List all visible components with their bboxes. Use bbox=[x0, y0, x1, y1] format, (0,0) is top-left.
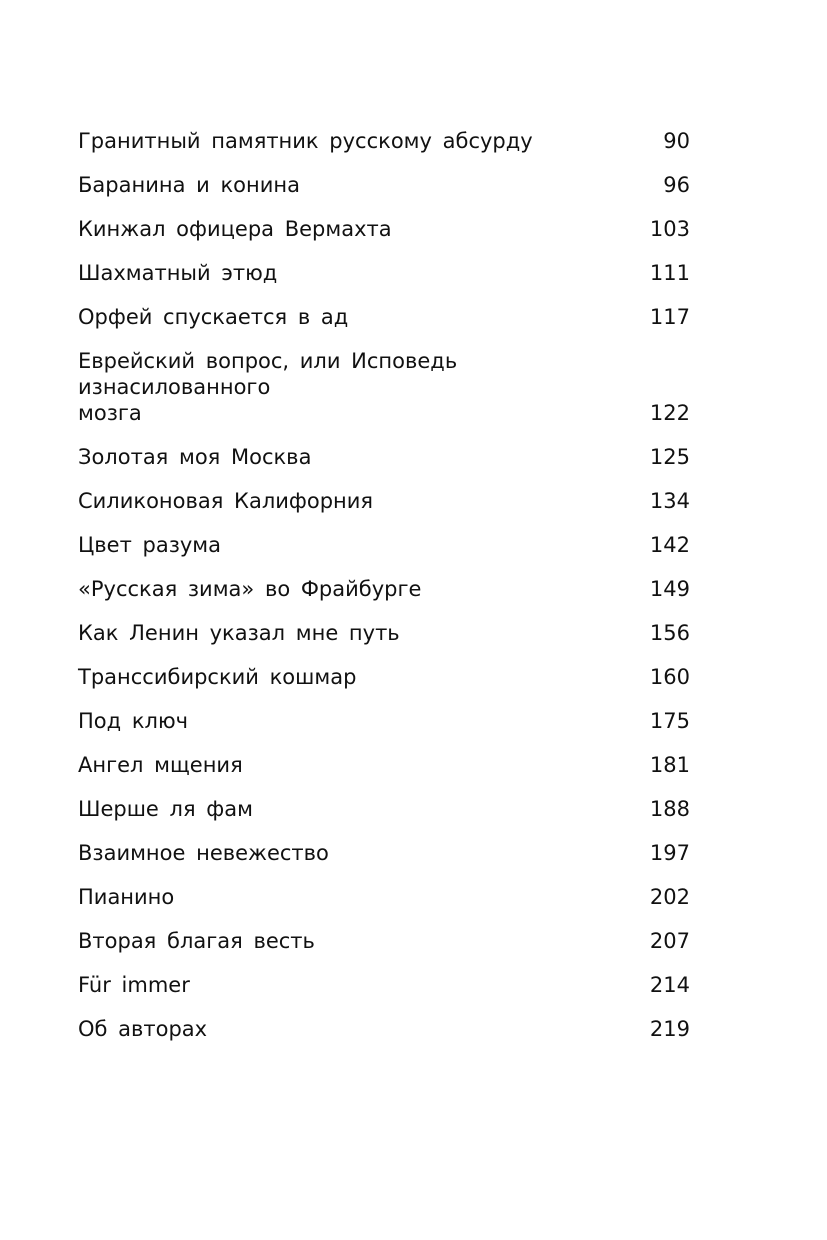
toc-entry-page-number: 90 bbox=[663, 129, 690, 153]
toc-entry[interactable] bbox=[78, 708, 690, 734]
toc-entry-title: Шахматный этюд bbox=[78, 261, 278, 285]
toc-entry[interactable] bbox=[78, 1016, 690, 1042]
toc-entry-title: Вторая благая весть bbox=[78, 929, 315, 953]
toc-entry-title: Für immer bbox=[78, 973, 190, 997]
toc-entry[interactable] bbox=[78, 576, 690, 602]
toc-entry[interactable] bbox=[78, 348, 690, 426]
toc-entry-title: Силиконовая Калифорния bbox=[78, 489, 374, 513]
toc-entry-page-number: 103 bbox=[649, 217, 690, 241]
toc-entry[interactable] bbox=[78, 884, 690, 910]
toc-entry-title: Об авторах bbox=[78, 1017, 208, 1041]
toc-entry-page-number: 181 bbox=[649, 753, 690, 777]
toc-entry[interactable] bbox=[78, 172, 690, 198]
toc-entry-title: «Русская зима» во Фрайбурге bbox=[78, 577, 422, 601]
toc-entry-page-number: 134 bbox=[649, 489, 690, 513]
toc-entry-page-number: 96 bbox=[663, 173, 690, 197]
toc-entry[interactable] bbox=[78, 304, 690, 330]
toc-entry-title: Золотая моя Москва bbox=[78, 445, 312, 469]
toc-entry-title: Цвет разума bbox=[78, 533, 222, 557]
toc-entry-page-number: 175 bbox=[649, 709, 690, 733]
toc-entry[interactable] bbox=[78, 840, 690, 866]
toc-entry-title: Под ключ bbox=[78, 709, 189, 733]
toc-entry-page-number: 117 bbox=[649, 305, 690, 329]
toc-entry[interactable] bbox=[78, 796, 690, 822]
toc-entry[interactable] bbox=[78, 928, 690, 954]
toc-entry-title: Баранина и конина bbox=[78, 173, 300, 197]
table-of-contents bbox=[78, 128, 690, 1060]
toc-entry-page-number: 122 bbox=[649, 401, 690, 425]
toc-entry-title: Как Ленин указал мне путь bbox=[78, 621, 400, 645]
toc-entry-page-number: 142 bbox=[649, 533, 690, 557]
toc-entry-page-number: 156 bbox=[649, 621, 690, 645]
toc-entry[interactable] bbox=[78, 444, 690, 470]
toc-entry-title: Кинжал офицера Вермахта bbox=[78, 217, 392, 241]
toc-entry[interactable] bbox=[78, 620, 690, 646]
toc-entry-page-number: 125 bbox=[649, 445, 690, 469]
toc-entry[interactable] bbox=[78, 128, 690, 154]
toc-entry[interactable] bbox=[78, 752, 690, 778]
toc-entry-page-number: 202 bbox=[649, 885, 690, 909]
toc-entry[interactable] bbox=[78, 972, 690, 998]
toc-entry-title: Транссибирский кошмар bbox=[78, 665, 357, 689]
toc-entry-page-number: 149 bbox=[649, 577, 690, 601]
toc-entry-title: Взаимное невежество bbox=[78, 841, 329, 865]
toc-entry-title: Еврейский вопрос, или Исповедь изнасилованного мозга bbox=[78, 349, 458, 425]
toc-entry-page-number: 219 bbox=[649, 1017, 690, 1041]
toc-entry[interactable] bbox=[78, 488, 690, 514]
toc-entry[interactable] bbox=[78, 664, 690, 690]
toc-entry-page-number: 111 bbox=[649, 261, 690, 285]
toc-entry-title: Шерше ля фам bbox=[78, 797, 253, 821]
toc-entry-page-number: 188 bbox=[649, 797, 690, 821]
toc-entry[interactable] bbox=[78, 216, 690, 242]
toc-entry-title: Ангел мщения bbox=[78, 753, 243, 777]
toc-entry-title: Пианино bbox=[78, 885, 175, 909]
toc-entry[interactable] bbox=[78, 260, 690, 286]
toc-entry-page-number: 214 bbox=[649, 973, 690, 997]
toc-entry-title: Орфей спускается в ад bbox=[78, 305, 349, 329]
toc-entry[interactable] bbox=[78, 532, 690, 558]
toc-entry-title: Гранитный памятник русскому абсурду bbox=[78, 129, 533, 153]
toc-entry-page-number: 207 bbox=[649, 929, 690, 953]
toc-entry-page-number: 197 bbox=[649, 841, 690, 865]
toc-entry-page-number: 160 bbox=[649, 665, 690, 689]
